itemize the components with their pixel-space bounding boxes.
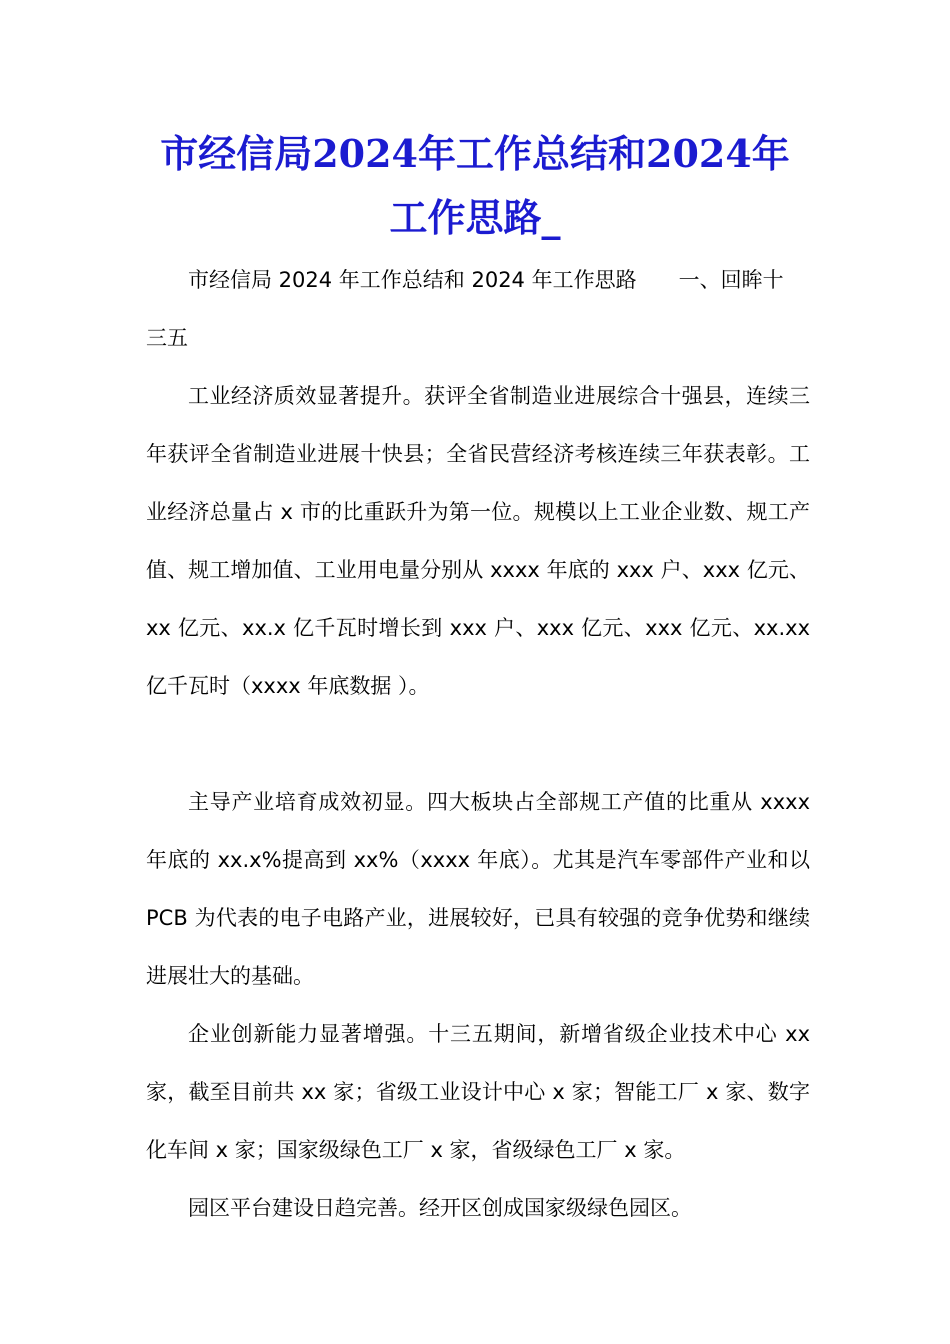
intro-paragraph-line-2: 三五 [146, 326, 188, 350]
document-body [146, 251, 810, 1237]
intro-paragraph-line-1: 市经信局 2024 年工作总结和 2024 年工作思路 一、回眸十 [188, 268, 784, 292]
document-title-line-1: 市经信局2024年工作总结和2024年 [160, 131, 790, 176]
paragraph-park-platform: 园区平台建设日趋完善。经开区创成国家级绿色园区。 [188, 1196, 692, 1220]
paragraph-industrial-economy: 工业经济质效显著提升。获评全省制造业进展综合十强县，连续三年获评全省制造业进展十快县；全省民营经济考核连续三年获表彰。工业经济总量占 x 市的比重跃升为第一位。规模以上工业企业数、规工产值、规工增加值、工业用电量分别从 xxxx 年底的 xxx 户、xxx 亿元、xx 亿元、xx.x 亿千瓦时增长到 xxx 户、xxx 亿元、xxx 亿元、xx.xx 亿千瓦时（xxxx 年底数据 ）。 [146, 384, 810, 698]
document-title-line-2: 工作思路_ [389, 195, 561, 240]
paragraph-spacer [146, 715, 810, 773]
paragraph-innovation: 企业创新能力显著增强。十三五期间，新增省级企业技术中心 xx 家，截至目前共 xx 家；省级工业设计中心 x 家；智能工厂 x 家、数字化车间 x 家；国家级绿色工厂 x 家，省级绿色工厂 x 家。 [146, 1022, 810, 1162]
document-title [120, 122, 830, 250]
paragraph-leading-industries: 主导产业培育成效初显。四大板块占全部规工产值的比重从 xxxx 年底的 xx.x%提高到 xx%（xxxx 年底）。尤其是汽车零部件产业和以 PCB 为代表的电子电路产业，进展较好，已具有较强的竞争优势和继续进展壮大的基础。 [146, 790, 810, 988]
